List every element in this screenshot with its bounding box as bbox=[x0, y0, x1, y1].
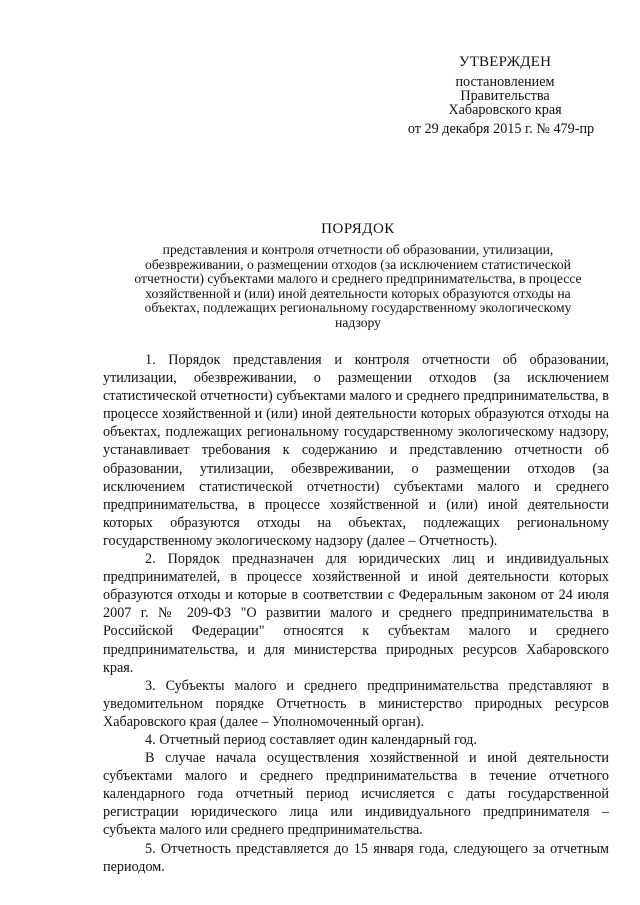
document-title: ПОРЯДОК bbox=[321, 221, 395, 237]
document-subtitle: представления и контроля отчетности об образовании, утилизации, обезвреживании, о размещении отходов (за исключением статистической отчетности) субъектами малого и среднего предпринимательства, в процессе хозяйственной и (или) иной деятельности которых образуются отходы на объектах, подлежащих региональному государственному экологическому надзору bbox=[134, 242, 582, 330]
document-body bbox=[103, 351, 609, 876]
paragraph-2: 2. Порядок предназначен для юридических лиц и индивидуальных предпринимателей, в процессе хозяйственной и иной деятельности которых образуются отходы и которые в соответствии с Федеральным законом от 24 июля 2007 г. № 209-ФЗ "О развитии малого и среднего предпринимательства в Российской Федерации" относятся к субъектам малого и среднего предпринимательства, и для министерства природных ресурсов Хабаровского края. bbox=[103, 551, 609, 676]
approval-heading: УТВЕРЖДЕН bbox=[458, 54, 552, 70]
approval-block bbox=[400, 55, 610, 136]
paragraph-3: 3. Субъекты малого и среднего предпринимательства представляют в уведомительном порядке Отчетность в министерство природных ресурсов Хабаровского края (далее – Уполномоченный орган). bbox=[103, 677, 609, 730]
paragraph-1: 1. Порядок представления и контроля отчетности об образовании, утилизации, обезвреживании, о размещении отходов (за исключением статистической отчетности) субъектами малого и среднего предпринимательства, в процессе хозяйственной и (или) иной деятельности которых образуются отходы на объектах, подлежащих региональному государственному экологическому надзору, устанавливает требования к содержанию и представлению отчетности об образовании, утилизации, обезвреживании, о размещении отходов (за исключением статистической отчетности) субъектами малого и среднего предпринимательства, в процессе хозяйственной и (или) иной деятельности которых образуются отходы на объектах, подлежащих региональному государственному экологическому надзору (далее – Отчетность). bbox=[103, 352, 609, 549]
paragraph-4: 4. Отчетный период составляет один календарный год. bbox=[145, 731, 477, 748]
approval-date: от 29 декабря 2015 г. № 479-пр bbox=[407, 121, 595, 137]
paragraph-5: 5. Отчетность представляется до 15 января года, следующего за отчетным периодом. bbox=[103, 840, 609, 875]
approval-line-3: Хабаровского края bbox=[448, 102, 562, 118]
paragraph-4-continuation: В случае начала осуществления хозяйственной и иной деятельности субъектами малого и среднего предпринимательства в течение отчетного календарного года отчетный период исчисляется с даты государственной регистрации юридического лица или индивидуального предпринимателя – субъекта малого или среднего предпринимательства. bbox=[103, 750, 609, 839]
approval-line-1: постановлением bbox=[455, 74, 555, 90]
approval-line-2: Правительства bbox=[460, 88, 550, 104]
